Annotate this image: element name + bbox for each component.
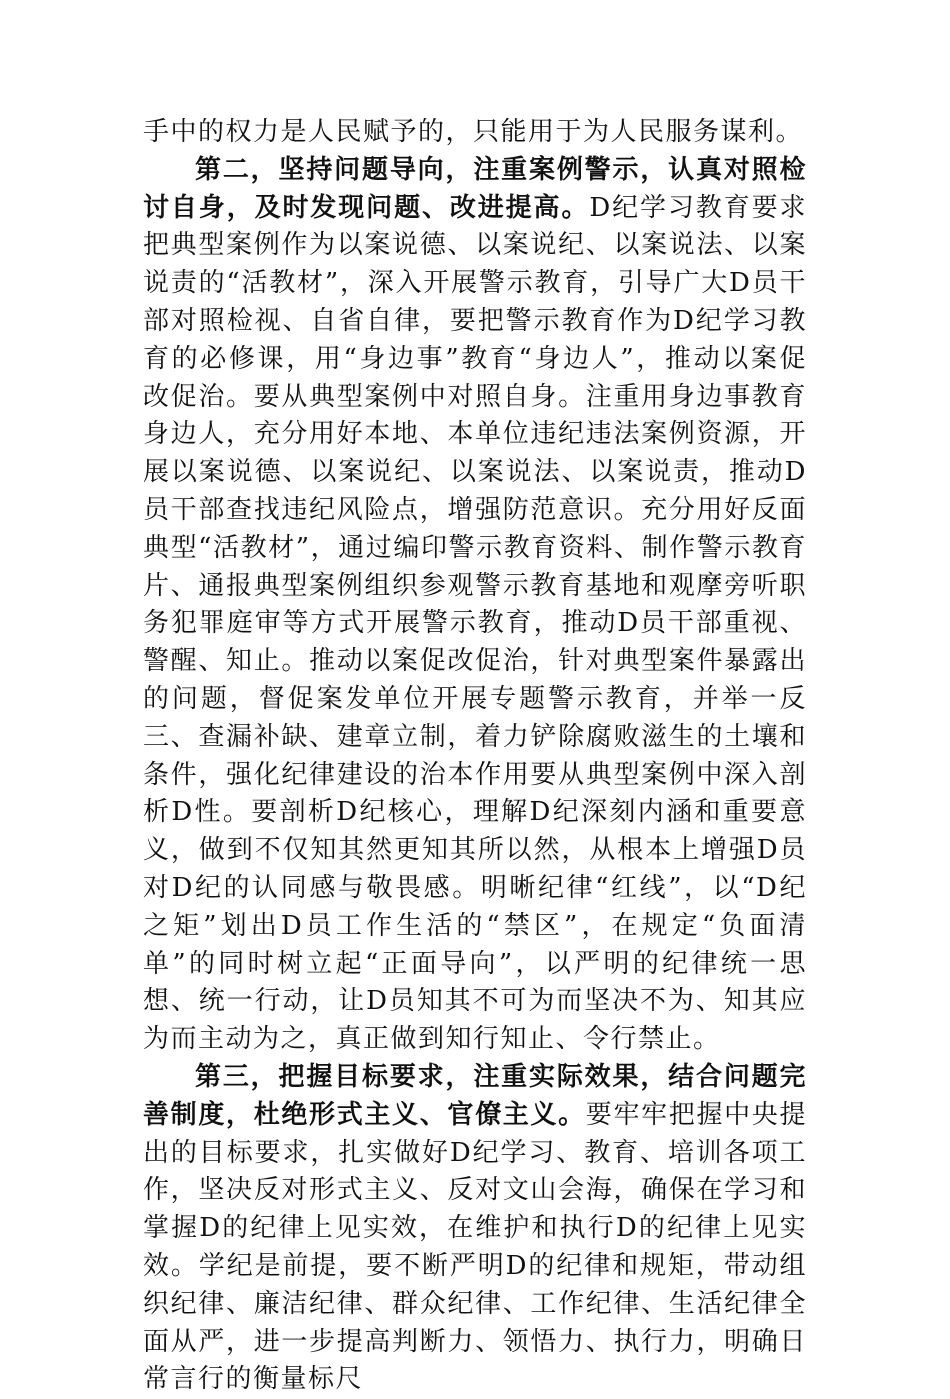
section-2-heading: 第二，坚持问题导向，注重案例警示，认真对照检讨自身，及时发现问题、改进提高。: [143, 154, 807, 223]
paragraph-section-2: [143, 152, 807, 1059]
paragraph-intro: [143, 114, 807, 152]
section-3-body: 要牢牢把握中央提出的目标要求，扎实做好D纪学习、教育、培训各项工作，坚决反对形式主义、反对文山会海，确保在学习和掌握D的纪律上见实效，在维护和执行D的纪律上见实效。学纪是前提，要不断严明D的纪律和规矩，带动组织纪律、廉洁纪律、群众纪律、工作纪律、生活纪律全面从严，进一步提高判断力、领悟力、执行力，明确日常言行的衡量标尺: [143, 1099, 807, 1395]
document-page: [143, 114, 807, 1399]
section-3-heading: 第三，把握目标要求，注重实际效果，结合问题完善制度，杜绝形式主义、官僚主义。: [143, 1061, 807, 1130]
paragraph-intro-text: 手中的权力是人民赋予的，只能用于为人民服务谋利。: [143, 117, 804, 147]
section-2-body: D纪学习教育要求把典型案例作为以案说德、以案说纪、以案说法、以案说责的“活教材”，深入开展警示教育，引导广大D员干部对照检视、自省自律，要把警示教育作为D纪学习教育的必修课，用“身边事”教育“身边人”，推动以案促改促治。要从典型案例中对照自身。注重用身边事教育身边人，充分用好本地、本单位违纪违法案例资源，开展以案说德、以案说纪、以案说法、以案说责，推动D员干部查找违纪风险点，增强防范意识。充分用好反面典型“活教材”，通过编印警示教育资料、制作警示教育片、通报典型案例组织参观警示教育基地和观摩旁听职务犯罪庭审等方式开展警示教育，推动D员干部重视、警醒、知止。推动以案促改促治，针对典型案件暴露出的问题，督促案发单位开展专题警示教育，并举一反三、查漏补缺、建章立制，着力铲除腐败滋生的土壤和条件，强化纪律建设的治本作用要从典型案例中深入剖析D性。要剖析D纪核心，理解D纪深刻内涵和重要意义，做到不仅知其然更知其所以然，从根本上增强D员对D纪的认同感与敬畏感。明晰纪律“红线”，以“D纪之矩”划出D员工作生活的“禁区”，在规定“负面清单”的同时树立起“正面导向”，以严明的纪律统一思想、统一行动，让D员知其不可为而坚决不为、知其应为而主动为之，真正做到知行知止、令行禁止。: [143, 192, 807, 1055]
paragraph-section-3: [143, 1059, 807, 1399]
